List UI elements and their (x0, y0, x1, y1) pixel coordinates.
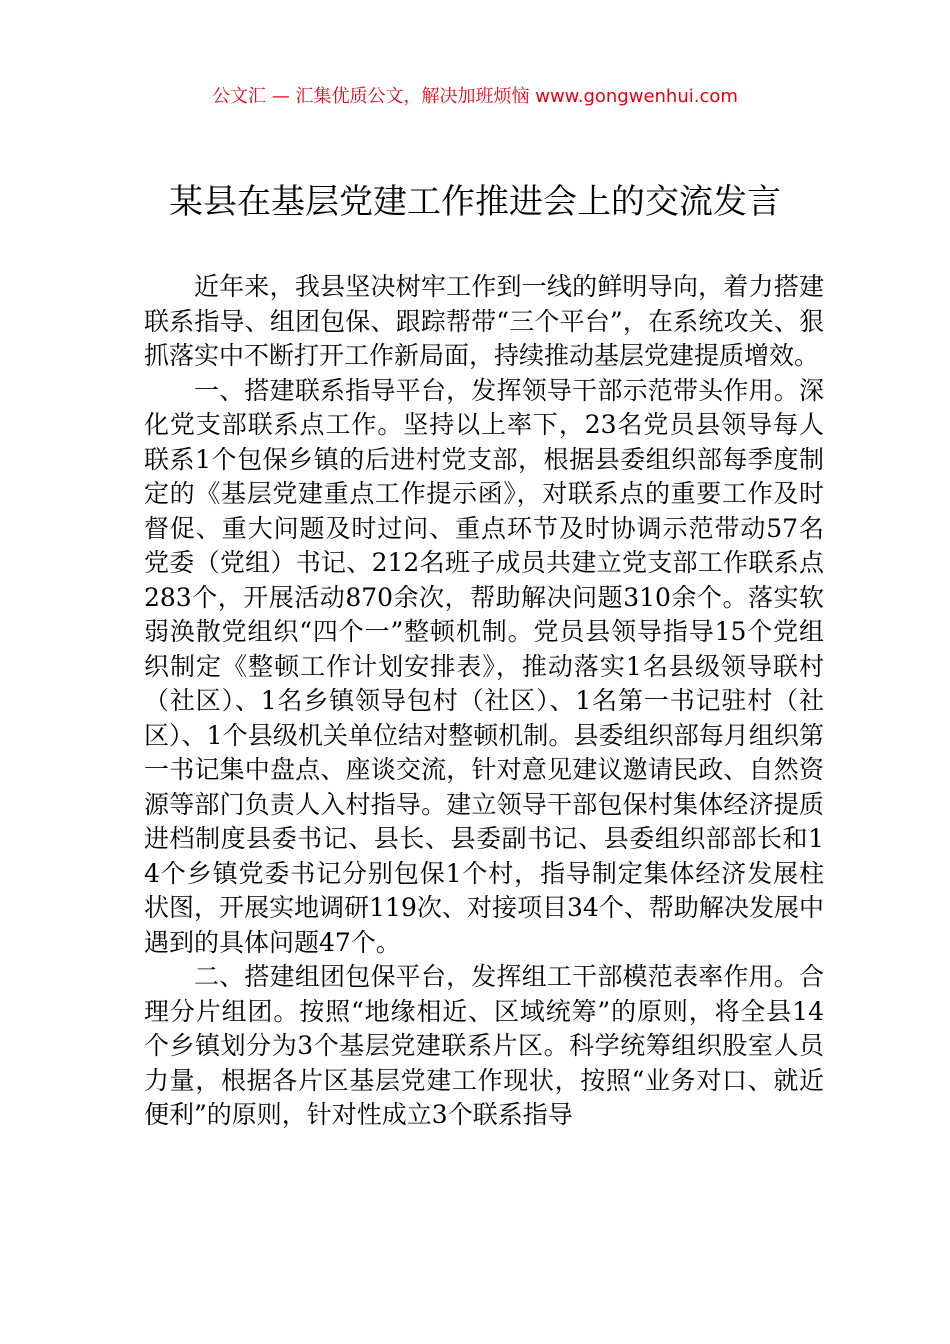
paragraph-intro: 近年来，我县坚决树牢工作到一线的鲜明导向，着力搭建联系指导、组团包保、跟踪帮带“三个平台”，在系统攻关、狠抓落实中不断打开工作新局面，持续推动基层党建提质增效。 (144, 272, 824, 370)
header-banner: 公文汇 — 汇集优质公文，解决加班烦恼 www.gongwenhui.com (212, 86, 738, 107)
paragraph-section-two: 二、搭建组团包保平台，发挥组工干部模范表率作用。合理分片组团。按照“地缘相近、区域统筹”的原则，将全县14个乡镇划分为3个基层党建联系片区。科学统筹组织股室人员力量，根据各片区基层党建工作现状，按照“业务对口、就近便利”的原则，针对性成立3个联系指导 (144, 962, 824, 1129)
document-body (144, 270, 824, 1133)
document-title: 某县在基层党建工作推进会上的交流发言 (169, 182, 781, 222)
paragraph-section-one: 一、搭建联系指导平台，发挥领导干部示范带头作用。深化党支部联系点工作。坚持以上率下，23名党员县领导每人联系1个包保乡镇的后进村党支部，根据县委组织部每季度制定的《基层党建重点工作提示函》，对联系点的重要工作及时督促、重大问题及时过问、重点环节及时协调示范带动57名党委（党组）书记、212名班子成员共建立党支部工作联系点283个，开展活动870余次，帮助解决问题310余个。落实软弱涣散党组织“四个一”整顿机制。党员县领导指导15个党组织制定《整顿工作计划安排表》，推动落实1名县级领导联村（社区）、1名乡镇领导包村（社区）、1名第一书记驻村（社区）、1个县级机关单位结对整顿机制。县委组织部每月组织第一书记集中盘点、座谈交流，针对意见建议邀请民政、自然资源等部门负责人入村指导。建立领导干部包保村集体经济提质进档制度县委书记、县长、县委副书记、县委组织部部长和14个乡镇党委书记分别包保1个村，指导制定集体经济发展柱状图，开展实地调研119次、对接项目34个、帮助解决发展中遇到的具体问题47个。 (144, 375, 824, 957)
